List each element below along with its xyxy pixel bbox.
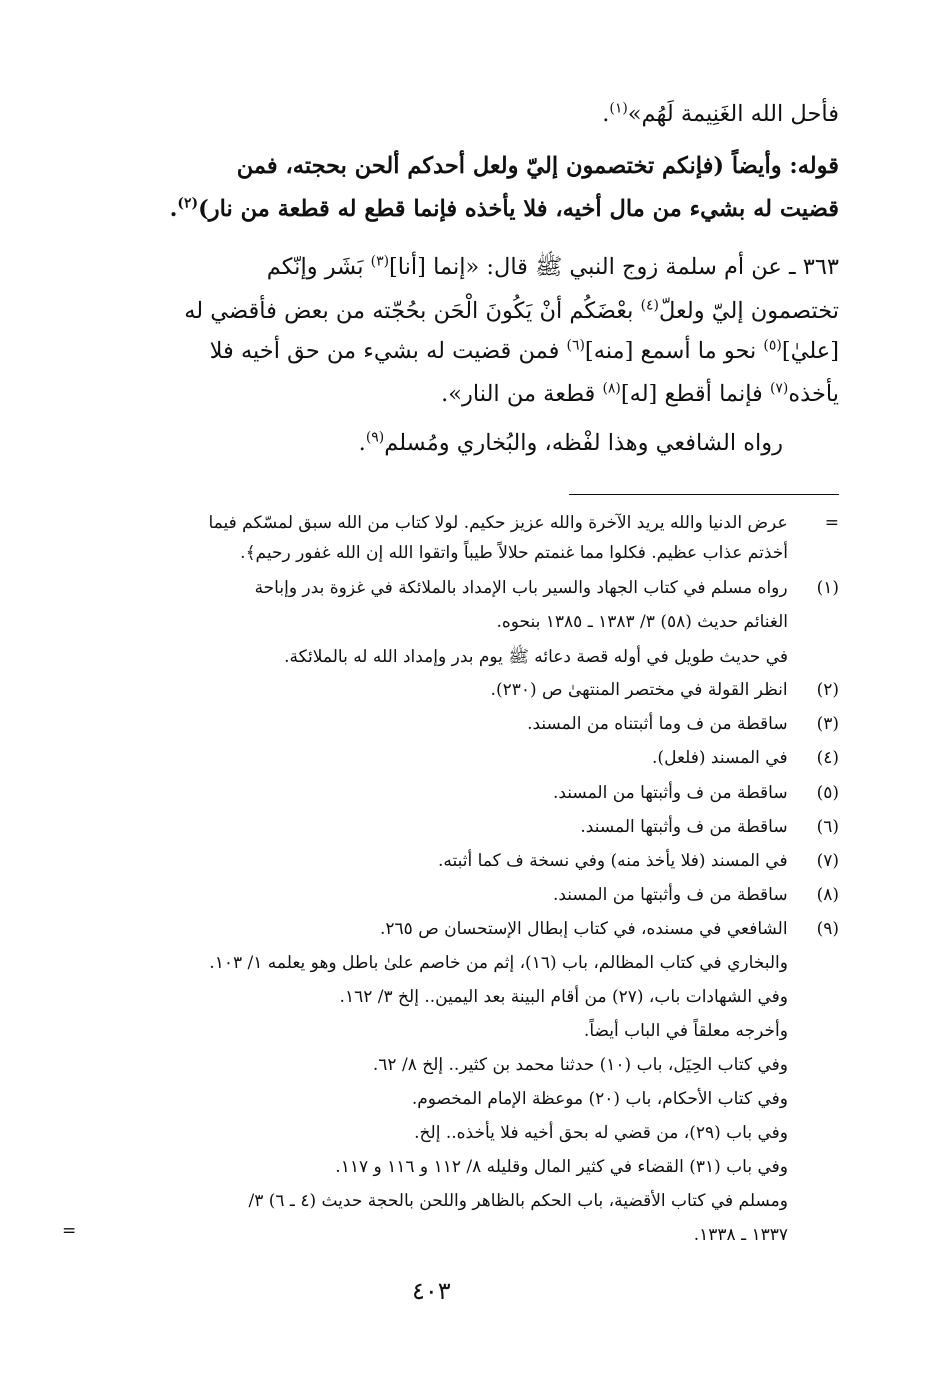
footnote-9-line-4: وأخرجه معلقاً في الباب أيضاً. (583, 1021, 788, 1041)
footnote-9-line-5: وفي كتاب الحِيَل، باب (١٠) حدثنا محمد بن كثير.. إلخ ٨/ ٦٢. (372, 1055, 788, 1075)
footnote-9-line-6: وفي كتاب الأحكام، باب (٢٠) موعظة الإمام المخصوم. (411, 1089, 788, 1109)
footnote-number: (٣) (816, 714, 839, 734)
footnote-number: (٢) (816, 680, 839, 700)
footnote-ref-8: (٨) (602, 380, 621, 397)
footnote-ref-7: (٧) (769, 380, 789, 397)
heading-line-2: قضيت له بشيء من مال أخيه، فلا يأخذه فإنما قطع له قطعة من نار)$^{(٢)}$. (169, 195, 839, 222)
footnote-number: (١) (816, 578, 839, 598)
footnote-ref-5: (٥) (763, 337, 782, 354)
footnote-4: (٤) في المسند (فلعل). (652, 745, 839, 771)
footnote-number: (٩) (816, 919, 839, 939)
footnote-1: (١) رواه مسلم في كتاب الجهاد والسير باب الإمداد بالملائكة في غزوة بدر وإباحة (255, 575, 839, 601)
footnote-separator (569, 494, 839, 495)
footnote-number: (٨) (816, 885, 839, 905)
footnote-number: (٧) (816, 851, 839, 871)
hadith-line-4: يأخذه$^{(٧)}$ فإنما أقطع [له]$^{(٨)}$ قطعة من النار». (441, 380, 839, 407)
continuation-marker-end: = (62, 1221, 77, 1241)
footnote-9-line-10: ١٣٣٧ ـ ١٣٣٨. (693, 1225, 788, 1245)
footnote-9-line-9: ومسلم في كتاب الأقضية، باب الحكم بالظاهر واللحن بالحجة حديث (٤ ـ ٦) ٣/ (248, 1191, 788, 1211)
footnote-8: (٨) ساقطة من ف وأثبتها من المسند. (553, 882, 839, 908)
footnote-ref-9: (٩) (365, 429, 385, 446)
hadith-line-2: تختصمون إليّ ولعلّ$^{(٤)}$ بعْضَكُم أنْ يَكُونَ الْحَن بحُجّته من بعض فأقضي له (184, 297, 839, 324)
footnote-1-line-3: في حديث طويل في أوله قصة دعائه ﷺ يوم بدر وإمداد الله له بالملائكة. (284, 647, 788, 667)
continuation-marker: = (824, 513, 839, 533)
footnote-1-line-2: الغنائم حديث (٥٨) ٣/ ١٣٨٣ ـ ١٣٨٥ بنحوه. (496, 612, 788, 632)
footnote-9-line-2: والبخاري في كتاب المظالم، باب (١٦)، إثم من خاصم علىٰ باطل وهو يعلمه ١/ ١٠٣. (209, 953, 788, 973)
hadith-line-3: [عليٰ]$^{(٥)}$ نحو ما أسمع [منه]$^{(٦)}$ فمن قضيت له بشيء من حق أخيه فلا (209, 337, 839, 364)
footnote-9-line-3: وفي الشهادات باب، (٢٧) من أقام البينة بعد اليمين.. إلخ ٣/ ١٦٢. (339, 987, 788, 1007)
footnote-number: (٥) (816, 783, 839, 803)
footnote-number: (٦) (816, 817, 839, 837)
heading-line-1: قوله: وأيضاً (فإنكم تختصمون إليّ ولعل أحدكم ألحن بحجته، فمن (236, 153, 839, 179)
footnote-2: (٢) انظر القولة في مختصر المنتهىٰ ص (٢٣٠). (491, 677, 839, 703)
footnote-ref-6: (٦) (566, 337, 585, 354)
footnote-ref-4: (٤) (640, 297, 659, 314)
footnote-ref-2: (٢) (177, 195, 199, 212)
footnote-3: (٣) ساقطة من ف وما أثبتناه من المسند. (527, 711, 839, 737)
footnote-6: (٦) ساقطة من ف وأثبتها المسند. (580, 814, 839, 840)
main-line-1: فأحل الله الغَنِيمة لَهُم»$^{(١)}$. (602, 100, 839, 127)
footnote-9-line-7: وفي باب (٢٩)، من قضي له بحق أخيه فلا يأخذه.. إلخ. (414, 1123, 788, 1143)
footnote-ref-1: (١) (609, 100, 628, 117)
page-number: ٤٠٣ (412, 1277, 451, 1305)
hadith-line-1: ٣٦٣ ـ عن أم سلمة زوج النبي ﷺ قال: «إنما [أنا]$^{(٣)}$ بَشَر وإنّكم (266, 253, 839, 280)
footnote-9: (٩) الشافعي في مسنده، في كتاب إبطال الإستحسان ص ٢٦٥. (380, 916, 839, 942)
fn-cont-line-2: أخذتم عذاب عظيم. فكلوا مما غنمتم حلالاً طيباً واتقوا الله إن الله غفور رحيم﴾. (240, 543, 788, 563)
footnote-ref-3: (٣) (370, 253, 390, 270)
narration-line: رواه الشافعي وهذا لفْظه، والبُخاري ومُسلم$^{(٩)}$. (358, 429, 783, 456)
fn-cont-line-1: = عرض الدنيا والله يريد الآخرة والله عزيز حكيم. لولا كتاب من الله سبق لمسّكم فيما (208, 510, 839, 536)
footnote-number: (٤) (816, 748, 839, 768)
footnote-9-line-8: وفي باب (٣١) القضاء في كثير المال وقليله ٨/ ١١٢ و ١١٦ و ١١٧. (335, 1157, 788, 1177)
footnote-7: (٧) في المسند (فلا يأخذ منه) وفي نسخة ف كما أثبته. (438, 848, 839, 874)
footnote-5: (٥) ساقطة من ف وأثبتها من المسند. (553, 780, 839, 806)
